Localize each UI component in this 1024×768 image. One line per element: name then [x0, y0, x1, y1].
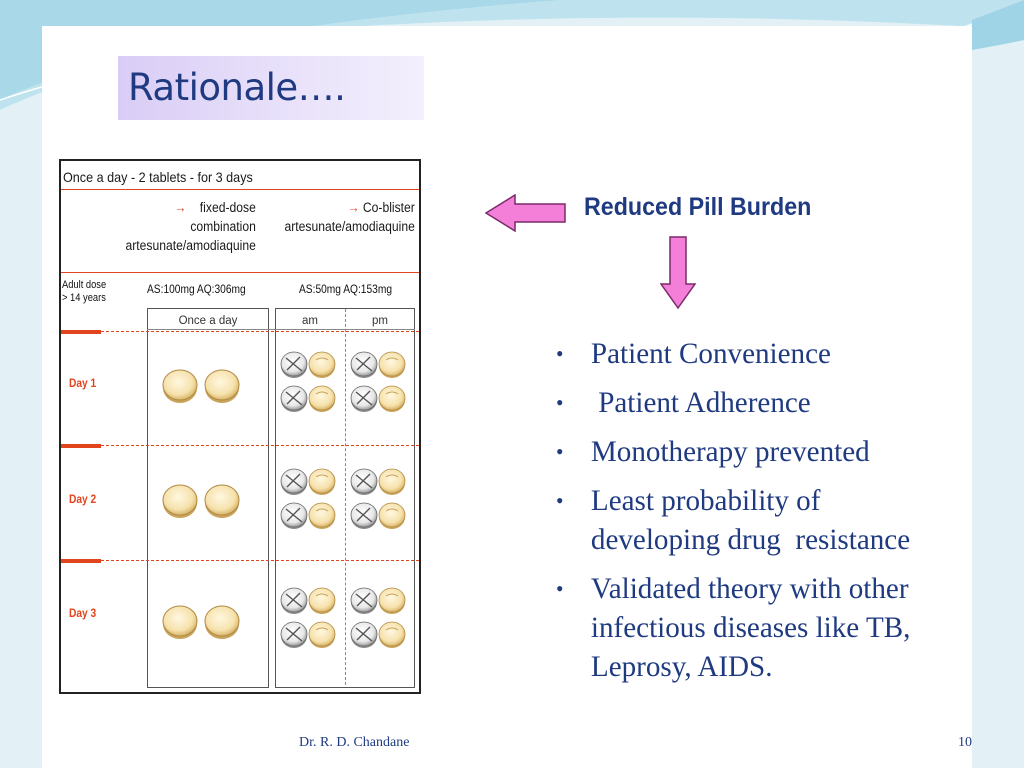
col1-line-3: artesunate/amodiaquine: [125, 238, 256, 253]
left-arrow-icon: [485, 194, 567, 232]
col2-strength: AS:50mg AQ:153mg: [299, 282, 392, 296]
col1-line-1: fixed-dose: [199, 200, 256, 215]
bullet-text: Monotherapy prevented: [590, 435, 870, 468]
dosing-chart-figure: [59, 159, 421, 694]
figure-heading: Once a day - 2 tablets - for 3 days: [63, 169, 253, 185]
bullet-item: [556, 383, 944, 422]
bullet-text: Least probability of developing drug resistance: [590, 484, 911, 556]
down-arrow-icon: [660, 236, 696, 310]
col1-arrow: →: [174, 200, 187, 215]
day3-label: Day 3: [69, 606, 97, 620]
bullet-text: Patient Adherence: [590, 386, 811, 419]
col1-line-2: combination: [190, 219, 256, 234]
bullet-dot: •: [556, 341, 564, 366]
bullet-dot: •: [556, 439, 564, 464]
day1-label: Day 1: [69, 376, 97, 390]
title-box: [118, 56, 424, 120]
bullet-item: [556, 432, 944, 471]
bullet-text: Patient Convenience: [590, 337, 831, 370]
col2-arrow: →: [347, 200, 360, 215]
bullet-list: [556, 334, 956, 696]
dose-line-2: > 14 years: [62, 292, 106, 304]
footer-author: Dr. R. D. Chandane: [299, 735, 410, 750]
bullet-dot: •: [556, 390, 564, 415]
bullet-item: [556, 334, 944, 373]
col2-line-1: Co-blister: [363, 200, 415, 215]
tablets-illustration: [61, 161, 419, 692]
bullet-dot: •: [556, 488, 564, 513]
am-subhead: am: [302, 315, 318, 327]
pm-subhead: pm: [372, 315, 388, 327]
day2-label: Day 2: [69, 492, 97, 506]
bullet-item: [556, 569, 944, 686]
col1-strength: AS:100mg AQ:306mg: [147, 282, 246, 296]
bullet-item: [556, 481, 944, 559]
bullet-dot: •: [556, 576, 564, 601]
col2-line-2: artesunate/amodiaquine: [284, 219, 415, 234]
bullet-text: Validated theory with other infectious diseases like TB, Leprosy, AIDS.: [590, 572, 911, 683]
col1-subhead: Once a day: [178, 315, 238, 327]
page-number: 10: [958, 735, 972, 750]
dose-line-1: Adult dose: [62, 279, 107, 291]
reduced-pill-burden-heading: Reduced Pill Burden: [584, 193, 812, 221]
slide-title: Rationale….: [128, 66, 346, 109]
